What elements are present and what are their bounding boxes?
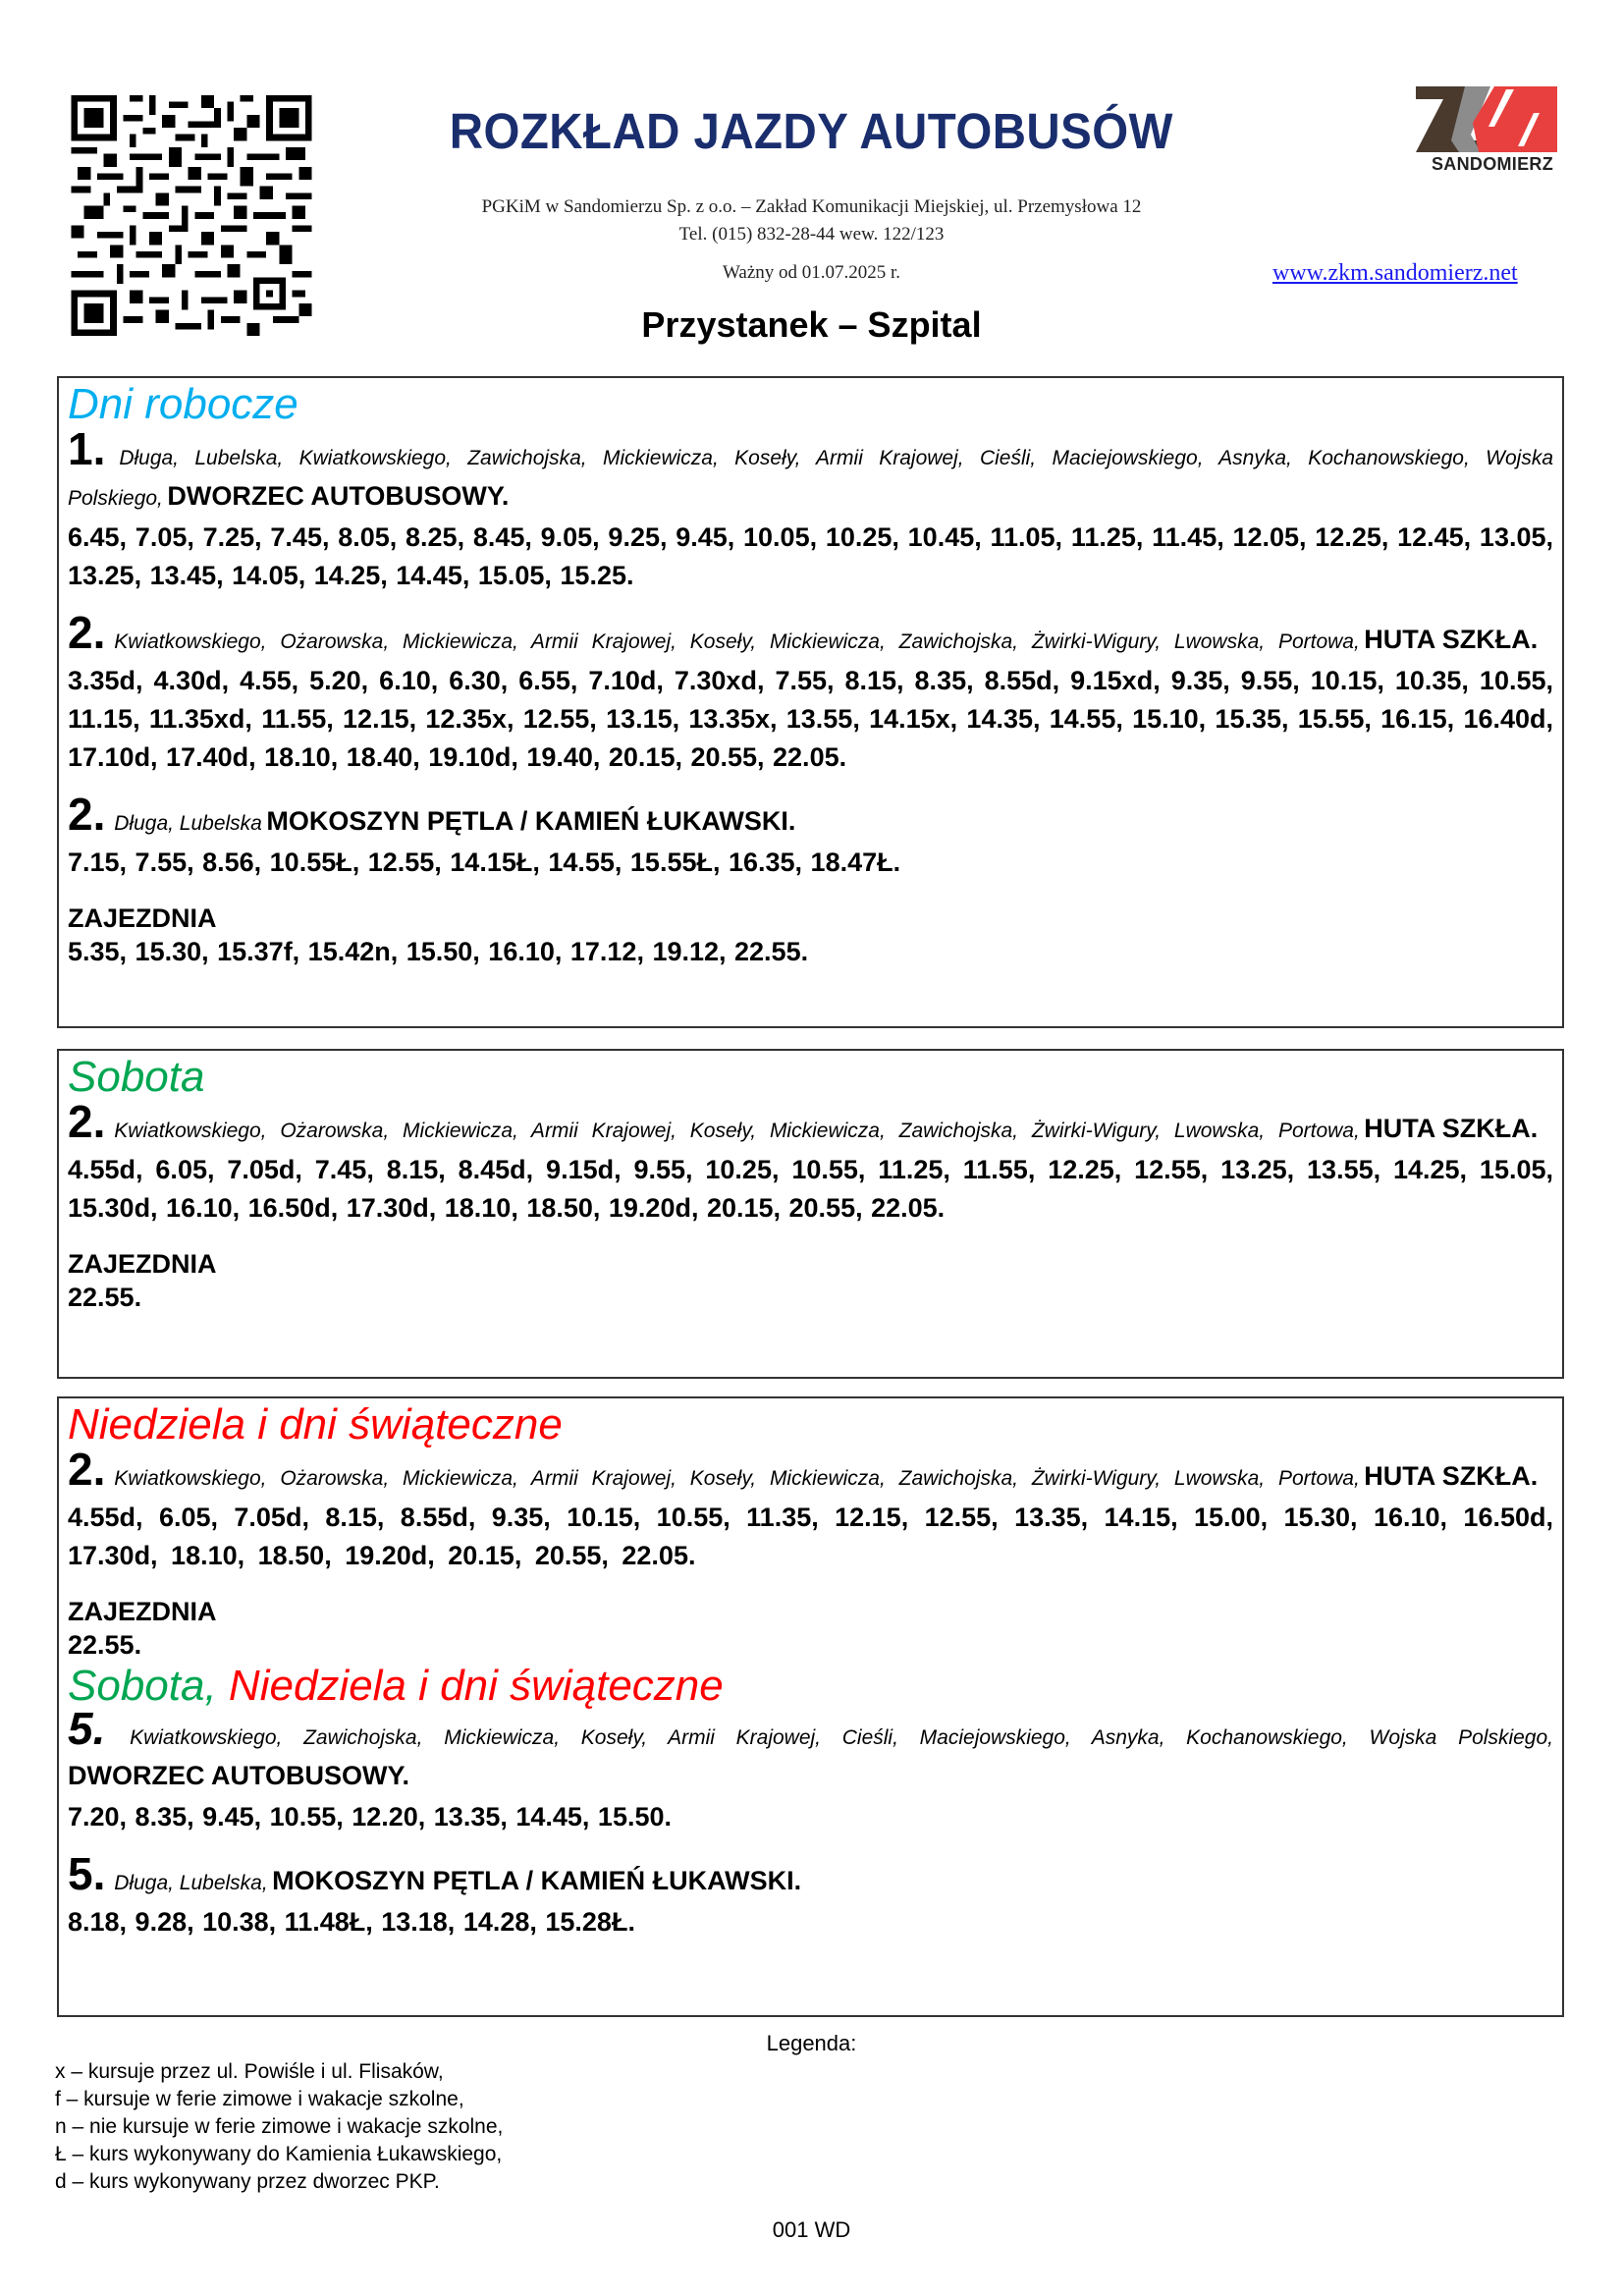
route-streets: Długa, Lubelska,	[114, 1872, 268, 1894]
depot-times: 5.35, 15.30, 15.37f, 15.42n, 15.50, 16.10, 17.12, 19.12, 22.55.	[68, 937, 809, 966]
legend-item-d: d – kurs wykonywany przez dworzec PKP.	[55, 2170, 440, 2193]
depot-label: ZAJEZDNIA	[68, 1597, 217, 1626]
weekday-section	[57, 376, 1564, 1028]
logo-text: SANDOMIERZ	[1432, 154, 1553, 174]
footer-code: 001 WD	[772, 2217, 851, 2242]
legend-list	[55, 2058, 503, 2196]
route-streets: Kwiatkowskiego, Ożarowska, Mickiewicza, Armii Krajowej, Koseły, Mickiewicza, Zawichojska, Żwirki-Wigury, Lwowska, Portowa,	[114, 1467, 1360, 1490]
route-times: 3.35d, 4.30d, 4.55, 5.20, 6.10, 6.30, 6.55, 7.10d, 7.30xd, 7.55, 8.15, 8.35, 8.55d, 9.15xd, 9.35, 9.55, 10.15, 10.35, 10.55, 11.15, 11.35xd, 11.55, 12.15, 12.35x, 12.55, 13.15, 13.35x, 13.55, 14.15x, 14.35, 14.55, 15.10, 15.35, 15.55, 16.15, 16.40d, 17.10d, 17.40d, 18.10, 18.40, 19.10d, 19.40, 20.15, 20.55, 22.05.	[68, 666, 1553, 772]
route-entry	[68, 1848, 1553, 1903]
depot-label: ZAJEZDNIA	[68, 903, 217, 933]
route-times: 6.45, 7.05, 7.25, 7.45, 8.05, 8.25, 8.45, 9.05, 9.25, 9.45, 10.05, 10.25, 10.45, 11.05, 11.25, 11.45, 12.05, 12.25, 12.45, 13.05, 13.25, 13.45, 14.05, 14.25, 14.45, 15.05, 15.25.	[68, 522, 1553, 590]
route-number: 1.	[68, 423, 106, 474]
company-phone: Tel. (015) 832-28-44 wew. 122/123	[678, 224, 945, 245]
route-entry	[68, 1444, 1553, 1499]
route-destination: HUTA SZKŁA.	[1364, 1114, 1539, 1143]
route-streets: Długa, Lubelska	[114, 812, 262, 835]
route-destination: DWORZEC AUTOBUSOWY.	[68, 1761, 409, 1790]
route-times: 8.18, 9.28, 10.38, 11.48Ł, 13.18, 14.28, 15.28Ł.	[68, 1907, 635, 1937]
title-text: ROZKŁAD JAZDY AUTOBUSÓW	[449, 103, 1174, 159]
page-title	[0, 102, 1623, 160]
route-number: 5.	[68, 1848, 106, 1899]
route-streets: Kwiatkowskiego, Ożarowska, Mickiewicza, Armii Krajowej, Koseły, Mickiewicza, Zawichojska, Żwirki-Wigury, Lwowska, Portowa,	[114, 1120, 1360, 1142]
route-number: 2.	[68, 1096, 106, 1147]
company-address: PGKiM w Sandomierzu Sp. z o.o. – Zakład Komunikacji Miejskiej, ul. Przemysłowa 12	[481, 196, 1142, 217]
legend-title: Legenda:	[766, 2031, 857, 2055]
route-entry	[68, 1096, 1553, 1151]
route-destination: MOKOSZYN PĘTLA / KAMIEŃ ŁUKAWSKI.	[272, 1866, 802, 1895]
zkm-logo-graphic	[1414, 83, 1571, 154]
route-destination: HUTA SZKŁA.	[1364, 1461, 1539, 1491]
company-info	[0, 193, 1623, 248]
legend-item-x: x – kursuje przez ul. Powiśle i ul. Flisaków,	[55, 2060, 444, 2083]
route-destination: HUTA SZKŁA.	[1364, 625, 1539, 654]
route-streets: Kwiatkowskiego, Ożarowska, Mickiewicza, Armii Krajowej, Koseły, Mickiewicza, Zawichojska, Żwirki-Wigury, Lwowska, Portowa,	[114, 630, 1360, 653]
route-destination: MOKOSZYN PĘTLA / KAMIEŃ ŁUKAWSKI.	[266, 806, 796, 836]
route-streets: Długa, Lubelska, Kwiatkowskiego, Zawichojska, Mickiewicza, Koseły, Armii Krajowej, Cieśli, Maciejowskiego, Asnyka, Kochanowskiego, Wojska Polskiego,	[68, 447, 1553, 510]
valid-from: Ważny od 01.07.2025 r.	[722, 262, 901, 283]
website-link[interactable]: www.zkm.sandomierz.net	[1272, 260, 1518, 286]
route-destination: DWORZEC AUTOBUSOWY.	[167, 481, 510, 511]
route-entry	[68, 789, 1553, 844]
route-times: 4.55d, 6.05, 7.05d, 7.45, 8.15, 8.45d, 9.15d, 9.55, 10.25, 10.55, 11.25, 11.55, 12.25, 12.55, 13.25, 13.55, 14.25, 15.05, 15.30d, 16.10, 16.50d, 17.30d, 18.10, 18.50, 19.20d, 20.15, 20.55, 22.05.	[68, 1155, 1553, 1223]
route-times: 7.20, 8.35, 9.45, 10.55, 12.20, 13.35, 14.45, 15.50.	[68, 1802, 673, 1831]
depot-times: 22.55.	[68, 1630, 142, 1660]
weekday-heading: Dni robocze	[68, 380, 298, 428]
route-number: 5.	[68, 1703, 106, 1754]
depot-times: 22.55.	[68, 1283, 142, 1312]
saturday-section	[57, 1049, 1564, 1379]
sat-sun-heading	[68, 1662, 1553, 1711]
route-entry	[68, 1703, 1553, 1798]
route-entry	[68, 607, 1553, 662]
saturday-heading: Sobota	[68, 1053, 205, 1101]
stop-name: Przystanek – Szpital	[641, 304, 982, 345]
route-number: 2.	[68, 1444, 106, 1495]
route-entry	[68, 423, 1553, 519]
legend-item-n: n – nie kursuje w ferie zimowe i wakacje szkolne,	[55, 2115, 504, 2138]
depot-label: ZAJEZDNIA	[68, 1249, 217, 1279]
legend-item-f: f – kursuje w ferie zimowe i wakacje szkolne,	[55, 2088, 464, 2110]
legend-item-l: Ł – kurs wykonywany do Kamienia Łukawskiego,	[55, 2143, 503, 2165]
route-times: 4.55d, 6.05, 7.05d, 8.15, 8.55d, 9.35, 10.15, 10.55, 11.35, 12.15, 12.55, 13.35, 14.15, 15.00, 15.30, 16.10, 16.50d, 17.30d, 18.10, 18.50, 19.20d, 20.15, 20.55, 22.05.	[68, 1503, 1553, 1570]
route-streets: Kwiatkowskiego, Zawichojska, Mickiewicza, Koseły, Armii Krajowej, Cieśli, Maciejowskiego, Asnyka, Kochanowskiego, Wojska Polskiego,	[130, 1726, 1553, 1749]
sunday-section	[57, 1396, 1564, 2017]
route-times: 7.15, 7.55, 8.56, 10.55Ł, 12.55, 14.15Ł, 14.55, 15.55Ł, 16.35, 18.47Ł.	[68, 847, 901, 877]
route-number: 2.	[68, 789, 106, 840]
sat-sun-heading-sunday: Niedziela i dni świąteczne	[228, 1662, 724, 1710]
sat-sun-heading-saturday: Sobota,	[68, 1662, 217, 1710]
route-number: 2.	[68, 607, 106, 658]
sunday-heading: Niedziela i dni świąteczne	[68, 1400, 563, 1449]
